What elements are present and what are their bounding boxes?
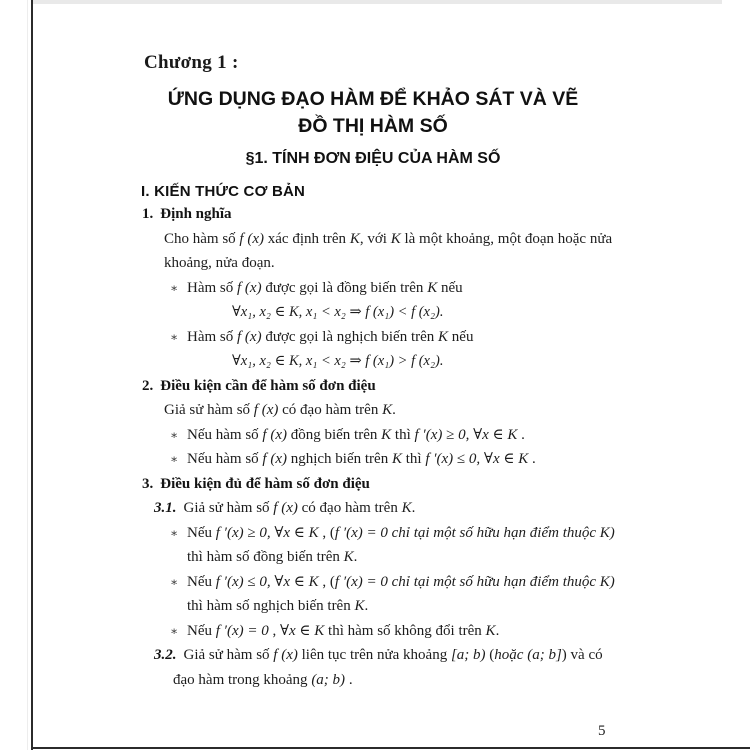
part-heading: I. KIẾN THỨC CƠ BẢN: [141, 183, 306, 200]
item-number: 3.1.: [154, 500, 177, 516]
chapter-label: Chương 1 :: [144, 52, 239, 73]
math-expression: ∀x₁, x₂ ∈ K, x₁ < x₂ ⇒ f (x₁) < f (x₂).: [232, 304, 444, 320]
bullet-icon: ∗: [170, 427, 179, 442]
text-segment: được gọi là nghịch biến trên: [261, 328, 439, 345]
text-segment: thì hàm số đồng biến trên: [187, 549, 344, 565]
math-expression: f ′(x) = 0: [215, 622, 269, 639]
text-segment: thì hàm số không đổi trên: [324, 622, 486, 639]
math-expression: f (x): [237, 328, 262, 345]
math-expression: f (x): [239, 230, 264, 247]
doc-line-bullet: [142, 423, 708, 448]
text-segment: Giả sử hàm số: [183, 647, 274, 663]
text-segment: nếu: [448, 328, 474, 345]
text-segment: xác định trên: [264, 230, 350, 247]
math-expression: K: [391, 451, 402, 467]
doc-line-cont: [142, 594, 708, 619]
text-segment: nghịch biến trên: [286, 451, 392, 467]
text-segment: Nếu: [187, 622, 216, 639]
page-title-line1: ỨNG DỤNG ĐẠO HÀM ĐỂ KHẢO SÁT VÀ VẼ: [167, 88, 579, 110]
text-segment: Cho hàm số: [164, 230, 240, 247]
math-expression: f (x): [273, 647, 298, 663]
text-segment: có đạo hàm trên: [297, 500, 402, 516]
doc-line-bullet: [142, 325, 708, 350]
math-expression: K: [390, 230, 401, 247]
text-segment: chỉ tại một số hữu hạn điểm thuộc K): [387, 573, 615, 590]
math-expression: K: [427, 279, 438, 296]
math-expression: f (x): [262, 426, 287, 443]
text-segment: thì: [391, 426, 415, 443]
text-segment: nếu: [437, 279, 463, 296]
math-expression: ∀x ∈ K: [279, 622, 325, 639]
math-expression: K: [485, 622, 496, 639]
text-segment: Nếu hàm số: [187, 451, 263, 467]
section-title: §1. TÍNH ĐƠN ĐIỆU CỦA HÀM SỐ: [245, 150, 501, 167]
math-expression: f ′(x) ≥ 0, ∀x ∈ K: [414, 426, 518, 443]
text-segment: hoặc: [494, 647, 528, 663]
math-expression: f (x): [262, 451, 287, 467]
page-title-line2: ĐỒ THỊ HÀM SỐ: [298, 115, 448, 137]
doc-line-para: [142, 251, 708, 276]
text-segment: Nếu: [187, 524, 216, 541]
bullet-icon: ∗: [170, 623, 179, 638]
text-segment: .: [495, 622, 500, 639]
text-segment: liên tục trên nửa khoảng: [297, 647, 451, 663]
page-left-border: [31, 0, 33, 750]
text-segment: Nếu: [187, 573, 216, 590]
text-segment: là một khoảng, một đoạn hoặc nửa: [400, 230, 613, 247]
doc-line-sub: [142, 643, 708, 668]
bullet-icon: ∗: [170, 280, 179, 295]
doc-line-para: [142, 227, 708, 252]
page-bottom-border: [31, 747, 750, 749]
text-segment: khoảng, nửa đoạn.: [164, 255, 275, 271]
text-segment: thì: [401, 451, 426, 467]
doc-line-bullet: [142, 570, 708, 595]
page-left-margin-line: [27, 0, 28, 750]
math-expression: (a; b): [311, 671, 346, 688]
math-expression: K: [381, 426, 392, 443]
math-expression: K: [343, 549, 354, 565]
bullet-icon: ∗: [170, 329, 179, 344]
math-expression: K: [401, 500, 412, 516]
text-segment: .: [364, 598, 369, 614]
math-expression: f ′(x) = 0: [334, 573, 388, 590]
item-number: 2.: [142, 377, 154, 394]
math-expression: f ′(x) ≤ 0, ∀x ∈ K: [215, 573, 319, 590]
text-segment: Hàm số: [187, 328, 237, 345]
doc-line-heading: [142, 202, 708, 227]
text-segment: Hàm số: [187, 279, 237, 296]
doc-line-formula: [142, 349, 708, 374]
text-segment: Điều kiện đủ để hàm số đơn điệu: [160, 475, 370, 492]
doc-line-bullet: [142, 276, 708, 301]
document-body: [142, 202, 708, 692]
text-segment: Định nghĩa: [160, 206, 232, 222]
doc-line-bullet: [142, 619, 708, 644]
doc-line-formula: [142, 300, 708, 325]
math-expression: K: [438, 328, 449, 345]
doc-line-para: [142, 398, 708, 423]
math-expression: f (x): [237, 279, 262, 296]
item-number: 3.: [142, 475, 154, 492]
text-segment: , với: [359, 230, 391, 247]
math-expression: f (x): [253, 402, 279, 418]
text-segment: đồng biến trên: [286, 426, 382, 443]
doc-line-cont2: [142, 668, 708, 693]
math-expression: ∀x₁, x₂ ∈ K, x₁ < x₂ ⇒ f (x₁) > f (x₂).: [232, 353, 444, 369]
text-segment: có đạo hàm trên: [278, 402, 383, 418]
page-number: 5: [598, 723, 606, 739]
math-expression: f ′(x) ≤ 0, ∀x ∈ K: [425, 451, 529, 467]
text-segment: , (: [318, 524, 335, 541]
text-segment: được gọi là đồng biến trên: [261, 279, 428, 296]
math-expression: (a; b]: [527, 647, 562, 663]
math-expression: K: [354, 598, 365, 614]
text-segment: .: [411, 500, 416, 516]
text-segment: Giả sử hàm số: [164, 402, 254, 418]
text-segment: ) và có: [561, 647, 603, 663]
text-segment: .: [353, 549, 358, 565]
math-expression: K: [349, 230, 360, 247]
math-expression: f ′(x) = 0: [334, 524, 388, 541]
math-expression: f ′(x) ≥ 0, ∀x ∈ K: [215, 524, 319, 541]
text-segment: Giả sử hàm số: [183, 500, 274, 516]
text-segment: ,: [268, 622, 280, 639]
text-segment: .: [528, 451, 536, 467]
doc-line-cont: [142, 545, 708, 570]
bullet-icon: ∗: [170, 574, 179, 589]
text-segment: Nếu hàm số: [187, 426, 263, 443]
item-number: 3.2.: [154, 647, 177, 663]
text-segment: (: [485, 647, 495, 663]
doc-line-sub: [142, 496, 708, 521]
page-title: [146, 86, 600, 140]
math-expression: f (x): [273, 500, 298, 516]
doc-line-bullet: [142, 447, 708, 472]
text-segment: , (: [318, 573, 335, 590]
doc-line-bullet: [142, 521, 708, 546]
math-expression: [a; b): [450, 647, 486, 663]
math-expression: K: [382, 402, 393, 418]
text-segment: đạo hàm trong khoảng: [173, 671, 312, 688]
bullet-icon: ∗: [170, 525, 179, 540]
text-segment: chỉ tại một số hữu hạn điểm thuộc K): [387, 524, 615, 541]
item-number: 1.: [142, 206, 154, 222]
doc-line-heading: [142, 472, 708, 497]
page-top-edge: [31, 0, 722, 4]
text-segment: .: [517, 426, 525, 443]
text-segment: thì hàm số nghịch biến trên: [187, 598, 355, 614]
bullet-icon: ∗: [170, 452, 179, 466]
text-segment: Điều kiện cần để hàm số đơn điệu: [160, 377, 376, 394]
text-segment: .: [392, 402, 396, 418]
text-segment: .: [345, 671, 353, 688]
doc-line-heading: [142, 374, 708, 399]
